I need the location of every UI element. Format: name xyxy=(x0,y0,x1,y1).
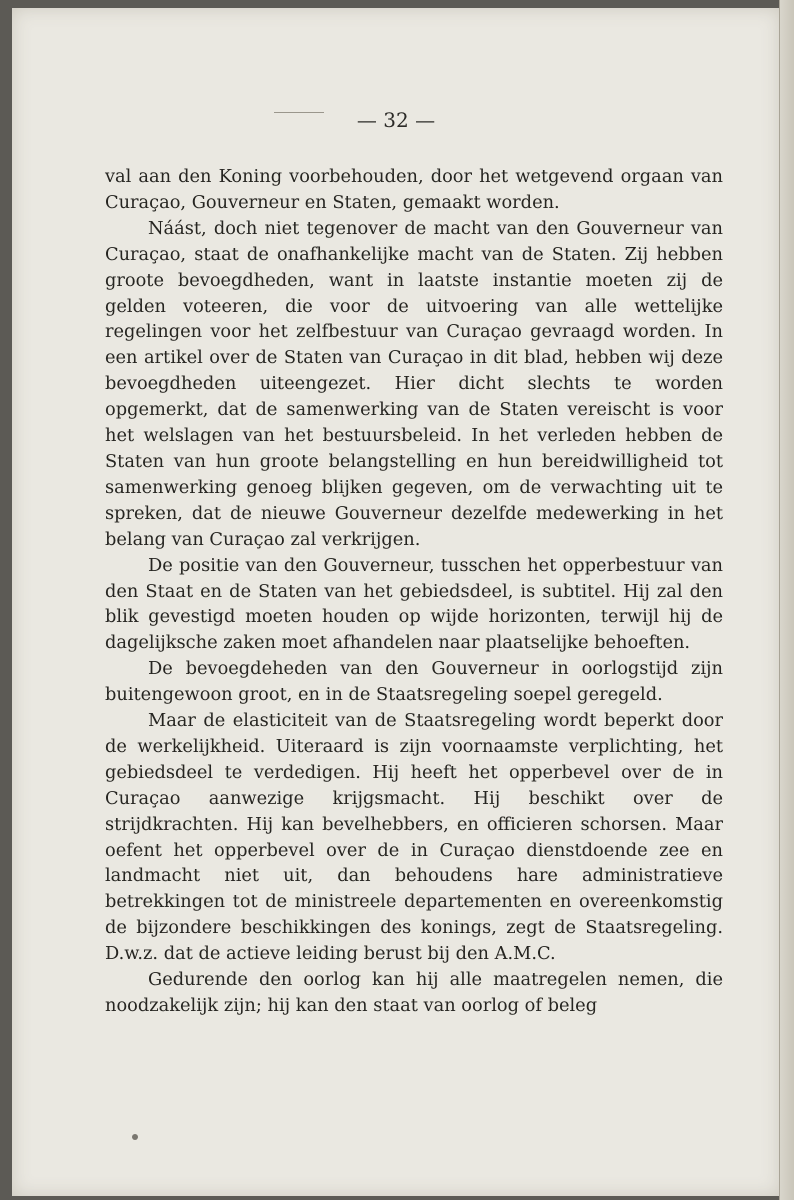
paragraph-6: Gedurende den oorlog kan hij alle maatregelen nemen, die noodzakelijk zijn; hij kan den staat van oorlog of beleg xyxy=(105,969,723,1016)
paragraph-4: De bevoegdeheden van den Gouverneur in oorlogstijd zijn buitengewoon groot, en in de Staatsregeling soepel geregeld. xyxy=(105,658,723,706)
paragraph-2: Náást, doch niet tegenover de macht van den Gouverneur van Curaçao, staat de onafhankelijke macht van de Staten. Zij hebben groote bevoegdheden, want in laatste instantie moeten zij de gelden voteeren, die voor de uitvoering van alle wettelijke regelingen voor het zelfbestuur van Curaçao gevraagd worden. In een artikel over de Staten van Curaçao in dit blad, hebben wij deze bevoegdheden uiteengezet. Hier dicht slechts te worden opgemerkt, dat de samenwerking van de Staten vereischt is voor het welslagen van het bestuursbeleid. In het verleden hebben de Staten van hun groote belangstelling en hun bereidwilligheid tot samenwerking genoeg blijken gegeven, om de verwachting uit te spreken, dat de nieuwe Gouverneur dezelfde medewerking in het belang van Curaçao zal verkrijgen. xyxy=(105,217,723,550)
ink-spot xyxy=(132,1134,138,1140)
page-edge xyxy=(779,0,794,1200)
book-page xyxy=(12,8,780,1196)
page-number: — 32 — xyxy=(356,108,436,132)
paragraph-1: val aan den Koning voorbehouden, door het wetgevend orgaan van Curaçao, Gouverneur en Staten, gemaakt worden. xyxy=(105,166,723,213)
paragraph-5: Maar de elasticiteit van de Staatsregeling wordt beperkt door de werkelijkheid. Uiteraard is zijn voornaamste verplichting, het gebiedsdeel te verdedigen. Hij heeft het opperbevel over de in Curaçao aanwezige krijgsmacht. Hij beschikt over de strijdkrachten. Hij kan bevelhebbers, en officieren schorsen. Maar oefent het opperbevel over de in Curaçao dienstdoende zee en landmacht niet uit, dan behoudens hare administratieve betrekkingen tot de ministreele departementen en overeenkomstig de bijzondere beschikkingen des konings, zegt de Staatsregeling. D.w.z. dat de actieve leiding berust bij den A.M.C. xyxy=(105,710,723,965)
body-text xyxy=(105,164,723,1019)
paragraph-3: De positie van den Gouverneur, tusschen het opperbestuur van den Staat en de Staten van het gebiedsdeel, is subtitel. Hij zal den blik gevestigd moeten houden op wijde horizonten, terwijl hij de dagelijksche zaken moet afhandelen naar plaatselijke behoeften. xyxy=(105,554,723,654)
